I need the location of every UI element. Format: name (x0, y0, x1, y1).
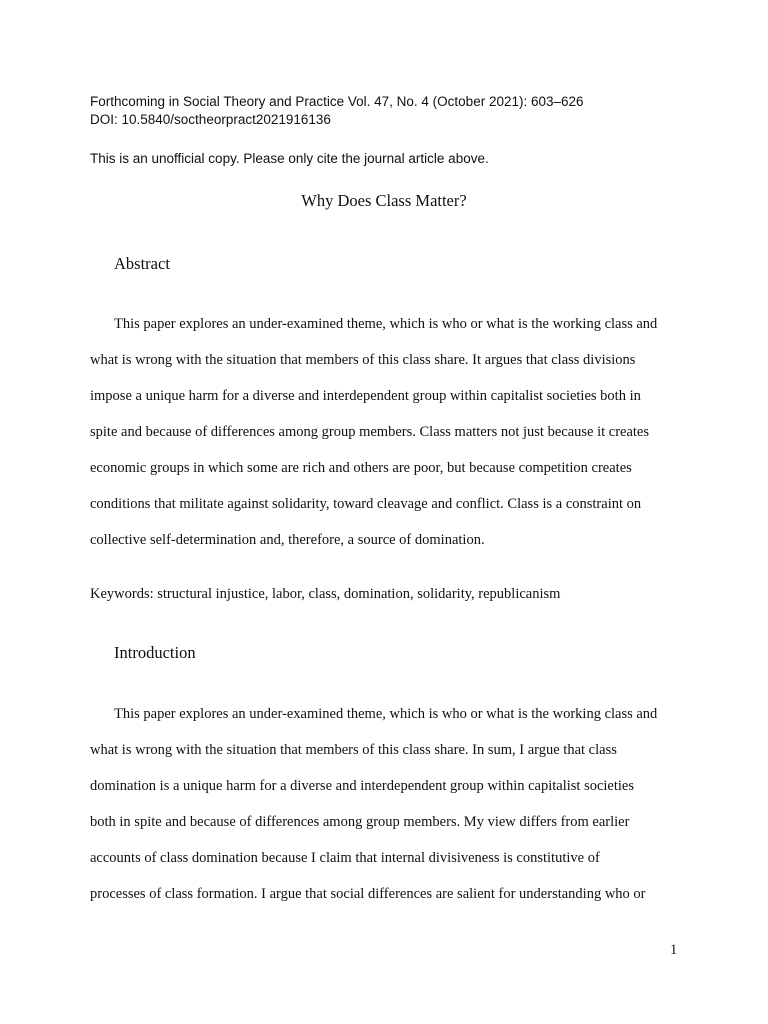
introduction-line: domination is a unique harm for a diverse and interdependent group within capitalist societies (90, 778, 635, 794)
citation-line: Forthcoming in Social Theory and Practice Vol. 47, No. 4 (October 2021): 603–626 (90, 94, 584, 109)
abstract-line: collective self-determination and, therefore, a source of domination. (90, 532, 485, 548)
introduction-line: processes of class formation. I argue that social differences are salient for understanding who or (90, 886, 646, 902)
abstract-line: This paper explores an under-examined theme, which is who or what is the working class and (114, 316, 658, 332)
unofficial-copy-notice: This is an unofficial copy. Please only cite the journal article above. (90, 151, 489, 166)
doi-line: DOI: 10.5840/soctheorpract2021916136 (90, 112, 331, 127)
citation-header (90, 93, 584, 129)
introduction-line: accounts of class domination because I claim that internal divisiveness is constitutive of (90, 850, 600, 866)
abstract-line: spite and because of differences among group members. Class matters not just because it creates (90, 424, 650, 440)
abstract-heading: Abstract (114, 254, 170, 273)
abstract-line: economic groups in which some are rich and others are poor, but because competition creates (90, 460, 632, 476)
page-number: 1 (670, 942, 678, 958)
introduction-line: This paper explores an under-examined theme, which is who or what is the working class and (114, 706, 658, 722)
abstract-line: what is wrong with the situation that members of this class share. It argues that class divisions (90, 352, 636, 368)
abstract-line: impose a unique harm for a diverse and interdependent group within capitalist societies both in (90, 388, 641, 404)
keywords-line: Keywords: structural injustice, labor, class, domination, solidarity, republicanism (90, 586, 561, 602)
introduction-line: both in spite and because of differences among group members. My view differs from earlier (90, 814, 630, 830)
paper-title: Why Does Class Matter? (301, 191, 467, 210)
introduction-heading: Introduction (114, 643, 196, 662)
introduction-line: what is wrong with the situation that members of this class share. In sum, I argue that class (90, 742, 617, 758)
abstract-line: conditions that militate against solidarity, toward cleavage and conflict. Class is a constraint on (90, 496, 642, 512)
